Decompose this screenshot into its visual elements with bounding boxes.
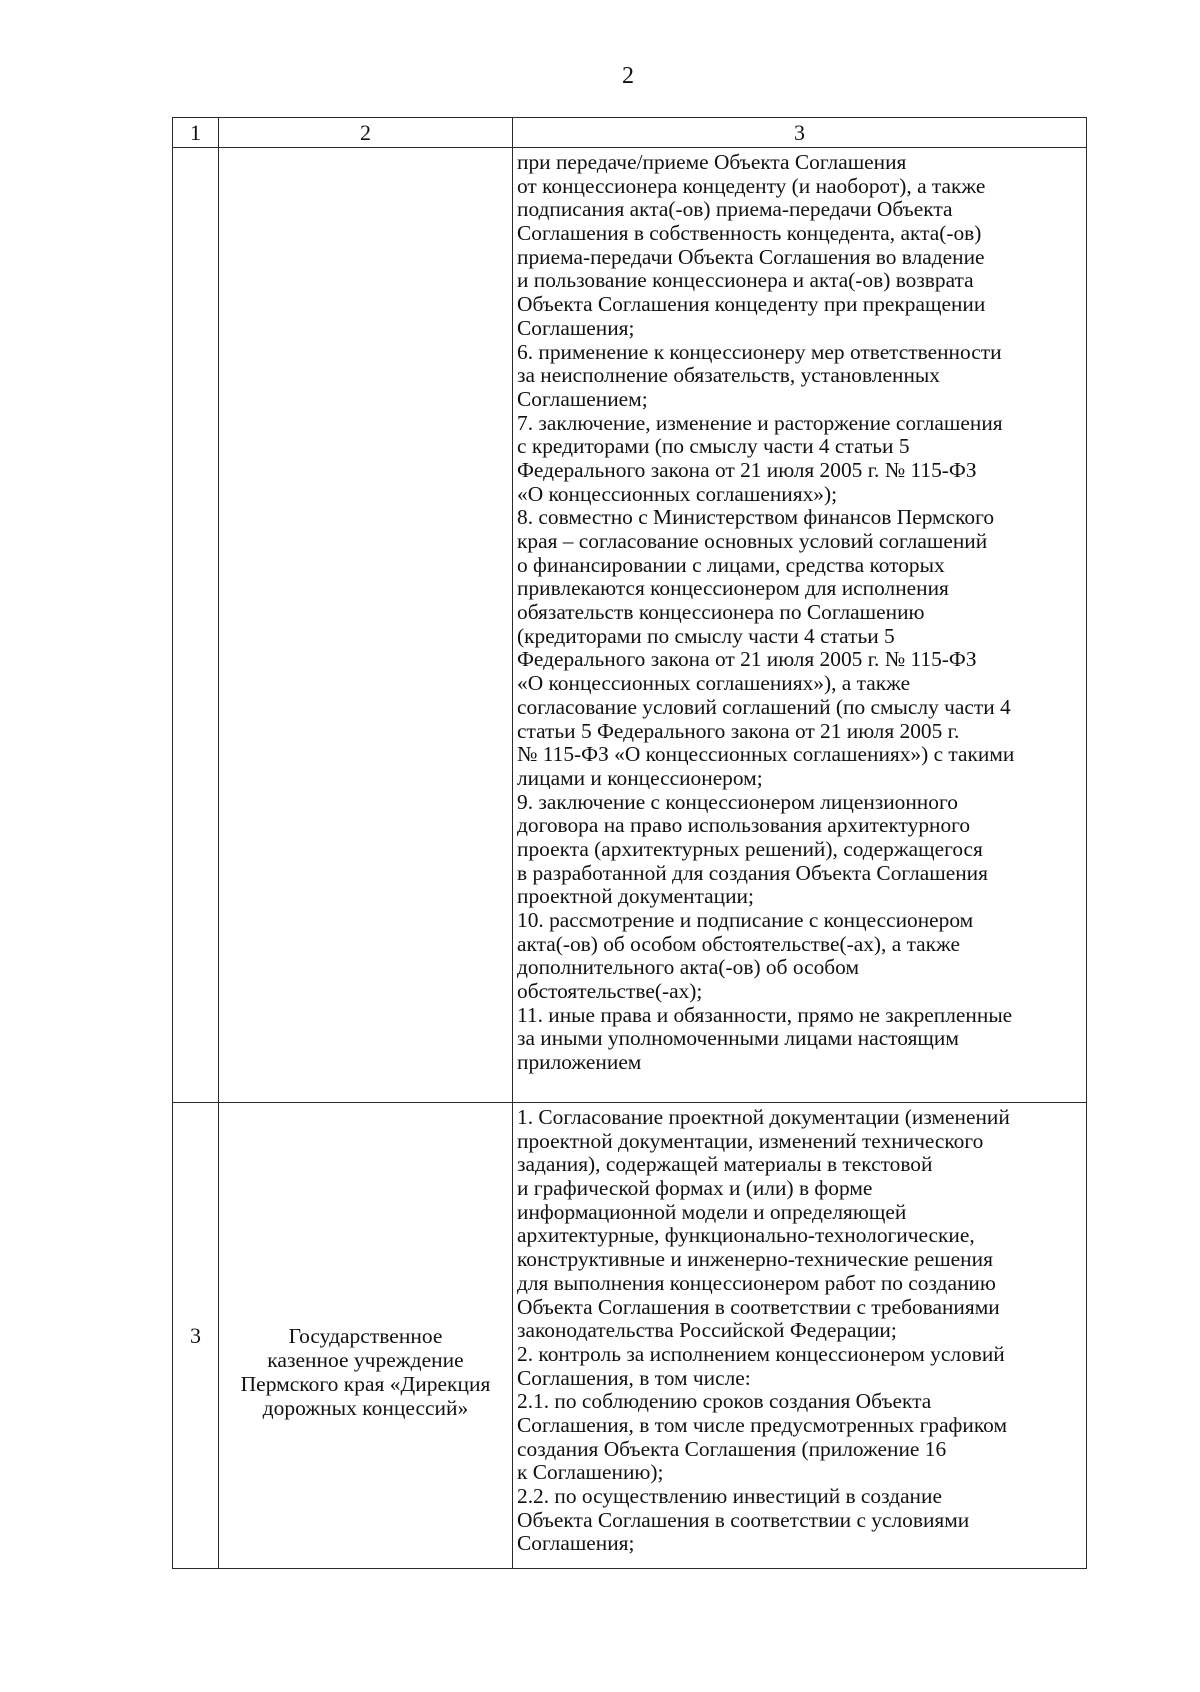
header-col-1: 1 (173, 118, 219, 148)
text-line: проектной документации, изменений технического (517, 1128, 984, 1153)
text-line: Объекта Соглашения в соответствии с требованиями (517, 1294, 1000, 1319)
header-col-2: 2 (219, 118, 513, 148)
text-line: договора на право использования архитектурного (517, 813, 971, 838)
text-line: Объекта Соглашения концеденту при прекращении (517, 292, 986, 317)
text-line: задания), содержащей материалы в текстовой (517, 1152, 933, 1177)
text-line: в разработанной для создания Объекта Соглашения (517, 860, 988, 885)
text-line: края – согласование основных условий соглашений (517, 529, 988, 553)
text-line: лицами и концессионером; (517, 765, 763, 790)
text-line: для выполнения концессионером работ по созданию (517, 1270, 996, 1295)
text-line: Соглашения в собственность концедента, акта(-ов) (517, 221, 982, 246)
row-number-cell: 3 (173, 1103, 219, 1569)
text-line: Федерального закона от 21 июля 2005 г. № 115-ФЗ (517, 647, 977, 672)
duties-text (513, 148, 1086, 1075)
text-line: приема-передачи Объекта Соглашения во владение (517, 244, 985, 269)
text-line: дорожных концессий» (262, 1395, 469, 1420)
text-line: «О концессионных соглашениях»), а также (517, 671, 911, 696)
text-line: с кредиторами (по смыслу части 4 статьи 5 (517, 434, 910, 459)
page-number: 2 (622, 63, 634, 89)
text-line: Соглашения; (517, 315, 635, 340)
text-line: Федерального закона от 21 июля 2005 г. № 115-ФЗ (517, 457, 977, 482)
header-col-3: 3 (513, 118, 1087, 148)
text-line: 2.1. по соблюдению сроков создания Объекта (517, 1389, 932, 1414)
text-line: 1. Согласование проектной документации (изменений (517, 1105, 1010, 1129)
text-line: за неисполнение обязательств, установленных (517, 363, 940, 388)
table-row (173, 1103, 1087, 1569)
duties-cell (513, 148, 1087, 1103)
text-line: подписания акта(-ов) приема-передачи Объекта (517, 197, 953, 222)
organization-cell (219, 1103, 513, 1569)
text-line: архитектурные, функционально-технологические, (517, 1223, 975, 1248)
text-line: и графической формах и (или) в форме (517, 1176, 873, 1201)
text-line: статьи 5 Федерального закона от 21 июля 2005 г. (517, 718, 960, 743)
text-line: создания Объекта Соглашения (приложение 16 (517, 1436, 947, 1461)
text-line: 7. заключение, изменение и расторжение соглашения (517, 410, 1003, 435)
organization-name (219, 1323, 512, 1420)
text-line: привлекаются концессионером для исполнения (517, 576, 949, 601)
text-line: Пермского края «Дирекция (240, 1371, 491, 1396)
text-line: 9. заключение с концессионером лицензионного (517, 789, 958, 814)
text-line: согласование условий соглашений (по смыслу части 4 (517, 694, 1011, 719)
text-line: 11. иные права и обязанности, прямо не закрепленные (517, 1002, 1013, 1027)
text-line: от концессионера концеденту (и наоборот), а также (517, 173, 986, 198)
text-line: к Соглашению); (517, 1460, 664, 1485)
organization-cell (219, 148, 513, 1103)
text-line: за иными уполномоченными лицами настоящим (517, 1026, 959, 1051)
text-line: Государственное (288, 1323, 443, 1348)
duties-text (513, 1103, 1086, 1556)
text-line: конструктивные и инженерно-технические решения (517, 1247, 993, 1272)
text-line: обязательств концессионера по Соглашению (517, 600, 925, 625)
text-line: 2. контроль за исполнением концессионером условий (517, 1341, 1005, 1366)
text-line: Соглашения; (517, 1531, 635, 1556)
text-line: «О концессионных соглашениях»); (517, 481, 838, 506)
text-line: приложением (517, 1050, 642, 1075)
text-line: законодательства Российской Федерации; (517, 1318, 897, 1343)
text-line: и пользование концессионера и акта(-ов) возврата (517, 268, 974, 293)
text-line: казенное учреждение (267, 1347, 464, 1372)
text-line: при передаче/приеме Объекта Соглашения (517, 150, 907, 174)
text-line: (кредиторами по смыслу части 4 статьи 5 (517, 623, 895, 648)
text-line: 8. совместно с Министерством финансов Пермского (517, 505, 995, 530)
text-line: Объекта Соглашения в соответствии с условиями (517, 1507, 970, 1532)
text-line: Соглашения, в том числе: (517, 1365, 751, 1390)
text-line: акта(-ов) об особом обстоятельстве(-ах), а также (517, 931, 961, 956)
text-line: 6. применение к концессионеру мер ответственности (517, 339, 1002, 364)
text-line: о финансировании с лицами, средства которых (517, 552, 945, 577)
text-line: информационной модели и определяющей (517, 1199, 907, 1224)
duties-cell (513, 1103, 1087, 1569)
text-line: Соглашением; (517, 386, 648, 411)
text-line: № 115-ФЗ «О концессионных соглашениях») с такими (517, 742, 1015, 767)
text-line: проекта (архитектурных решений), содержащегося (517, 836, 983, 861)
table-header-row (173, 118, 1087, 148)
text-line: 10. рассмотрение и подписание с концессионером (517, 908, 974, 932)
text-line: дополнительного акта(-ов) об особом (517, 955, 859, 980)
responsibilities-table (172, 117, 1087, 1569)
text-line: обстоятельстве(-ах); (517, 979, 703, 1004)
table-row (173, 148, 1087, 1103)
row-number-cell (173, 148, 219, 1103)
text-line: проектной документации; (517, 884, 754, 909)
text-line: 2.2. по осуществлению инвестиций в создание (517, 1484, 942, 1508)
text-line: Соглашения, в том числе предусмотренных графиком (517, 1412, 1007, 1437)
